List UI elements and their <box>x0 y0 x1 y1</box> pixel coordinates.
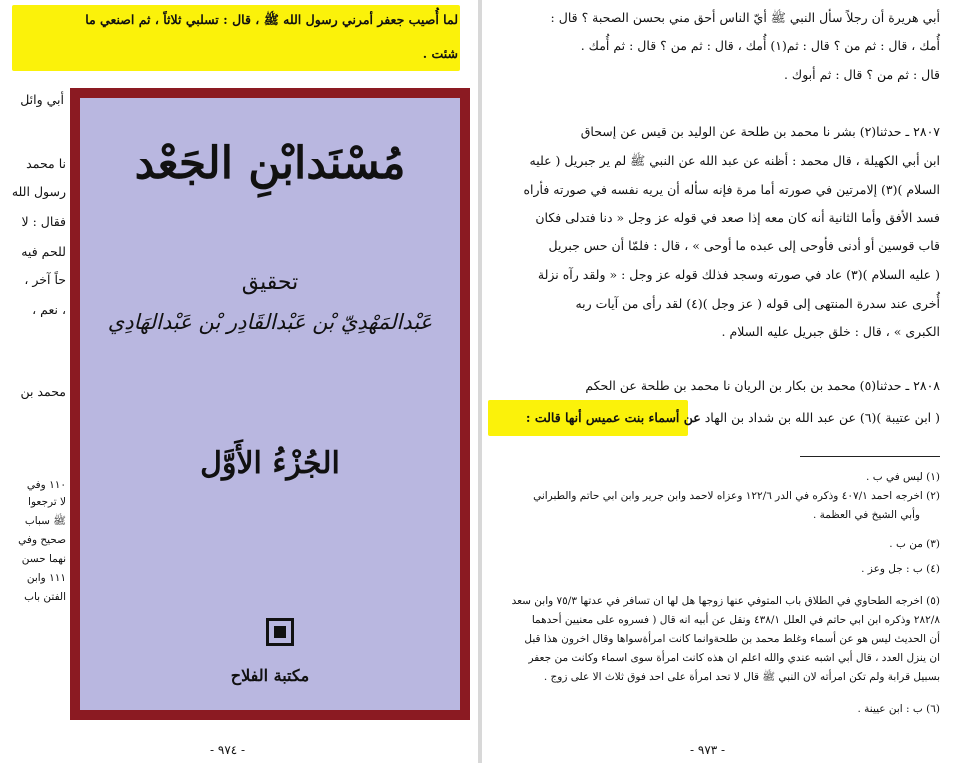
footnote-line: (١) ليس في ب . <box>866 471 940 483</box>
footnote-line: بسبيل قرابة ولم تكن امرأته لان النبي ﷺ قال لا تحد امرأة على احد فوق ثلاث الا على زوج . <box>543 671 940 683</box>
edge-line: ، نعم ، <box>32 302 66 317</box>
page-number-right: - ٩٧٣ - <box>690 743 726 757</box>
footnote-line: ان ينزل العدد ، قال أبي اشبه عندي والله اعلم ان هذه كانت امرأة سوى اسماء وكانت من جعفر <box>528 652 940 664</box>
edge-line: فقال : لا <box>21 214 66 229</box>
edge-footnote: لا ترجعوا <box>28 496 66 508</box>
footnote-line: أن الحديث ليس هو عن أسماء وغلط محمد بن طلحةوانما كانت امرأةسواها وقال اخرون هذا قبل <box>524 633 940 645</box>
hadith-2808-plain: ( ابن عتيبة )(٦) عن عبد الله بن شداد بن الهاد <box>704 410 940 425</box>
hadith-2808-highlight: عن أسماء بنت عميس أنها قالت : <box>525 410 701 425</box>
hadith-2807-line: قاب قوسين أو أدنى فأوحى إلى عبده ما أوحى » ، قال : فلمّا أن حس جبريل <box>548 238 940 253</box>
footnote-line: (٦) ب : ابن عيينة . <box>857 703 940 715</box>
page-number-left: - ٩٧٤ - <box>210 743 246 757</box>
footnote-line: (٢) اخرجه احمد ٤٠٧/١ وذكره في الدر ١٢٢/٦ وعزاه لاحمد وابن جرير وابن ابي حاتم والطبراني <box>533 490 940 502</box>
hadith-2807-line: الكبرى » ، قال : خلق جبريل عليه السلام . <box>721 324 940 339</box>
edge-footnote: ١١١ وابن <box>26 572 66 584</box>
footnote-line: ٢٨٢/٨ وذكره ابن ابي حاتم في العلل ٤٣٨/١ ونقل عن أبيه انه قال ( فسروه على معنيين أحدهما <box>531 614 940 626</box>
highlight-line-1: لما أُصيب جعفر أمرني رسول الله ﷺ ، قال : تسلبي ثلاثاً ، ثم اصنعي ما <box>85 12 458 27</box>
edge-line: للحم فيه <box>21 244 66 259</box>
hadith-2807-line: ٢٨٠٧ ـ حدثنا(٢) بشر نا محمد بن طلحة عن الوليد بن قيس عن إسحاق <box>580 124 940 139</box>
text-line: أُمك ، قال : ثم من ؟ قال : ثم(١) أُمك ، قال : ثم من ؟ قال : ثم أُمك . <box>580 38 940 53</box>
hadith-2807-line: فسد الأفق وأما الثانية أنه كان معه إذا صعد في قوله عز وجل « دنا فتدلى فكان <box>535 210 940 225</box>
hadith-2807-line: السلام )(٣) إلامرتين في صورته أما مرة فإنه سأله أن يريه نفسه في صورته فأراه <box>523 182 940 197</box>
cover-publisher: مكتبة الفلاح <box>230 666 310 685</box>
highlight-line-2: شئت . <box>422 46 458 61</box>
publisher-logo-icon <box>266 618 294 646</box>
edge-footnote: ١١٠ وفي <box>26 479 66 491</box>
edge-footnote: صحيح وفي <box>18 534 66 546</box>
footnote-rule <box>800 456 940 457</box>
left-page <box>0 0 478 763</box>
footnote-line: (٥) اخرجه الطحاوي في الطلاق باب المتوفي عنها زوجها هل لها ان تسافر في عدتها ٧٥/٣ وابن سعد <box>511 595 940 607</box>
cover-tahqiq: تحقيق <box>241 270 299 295</box>
hadith-2808-line: ٢٨٠٨ ـ حدثنا(٥) محمد بن بكار بن الريان نا محمد بن طلحة عن الحكم <box>585 378 940 393</box>
edge-line: رسول الله <box>11 184 66 199</box>
hadith-2807-line: أُخرى عند سدرة المنتهى إلى قوله ( عز وجل )(٤) لقد رأى من آيات ربه <box>575 296 940 311</box>
cover-title: مُسْنَدابْنِ الجَعْد <box>134 138 406 189</box>
hadith-2807-line: ( عليه السلام )(٣) عاد في صورته وسجد فذلك قوله عز وجل : « ولقد رآه نزلة <box>537 267 940 282</box>
hadith-2807-line: ابن أبي الكهيلة ، قال محمد : أظنه عن عبد الله عن النبي ﷺ لم ير جبريل ( عليه <box>529 153 940 168</box>
edge-footnote: الفتن باب <box>24 591 66 603</box>
edge-line: حاً آخر ، <box>24 272 66 287</box>
footnote-line: (٣) من ب . <box>889 538 940 550</box>
text-line: قال : ثم من ؟ قال : ثم أبوك . <box>783 67 940 82</box>
cover-volume: الجُزْءُ الأَوَّل <box>200 446 340 481</box>
edge-footnote: ﷺ سباب <box>24 515 66 527</box>
hadith-2808-line <box>526 410 940 426</box>
footnote-line: (٤) ب : جل وعز . <box>861 563 940 575</box>
book-cover-image <box>70 88 470 720</box>
footnote-line: وأبي الشيخ في العظمة . <box>812 509 920 521</box>
text-line: أبي هريرة أن رجلاً سأل النبي ﷺ أيّ الناس أحق مني بحسن الصحبة ؟ قال : <box>550 10 940 25</box>
right-page <box>482 0 960 763</box>
edge-line: محمد بن <box>20 384 66 399</box>
edge-footnote: نهما حسن <box>21 553 66 565</box>
edge-line: أبي وائل <box>20 92 64 107</box>
cover-editor: عَبْدالمَهْدِيّ بْن عَبْدالقَادِر بْن عَبْدالهَادِي <box>107 310 433 334</box>
edge-line: نا محمد <box>26 156 66 171</box>
